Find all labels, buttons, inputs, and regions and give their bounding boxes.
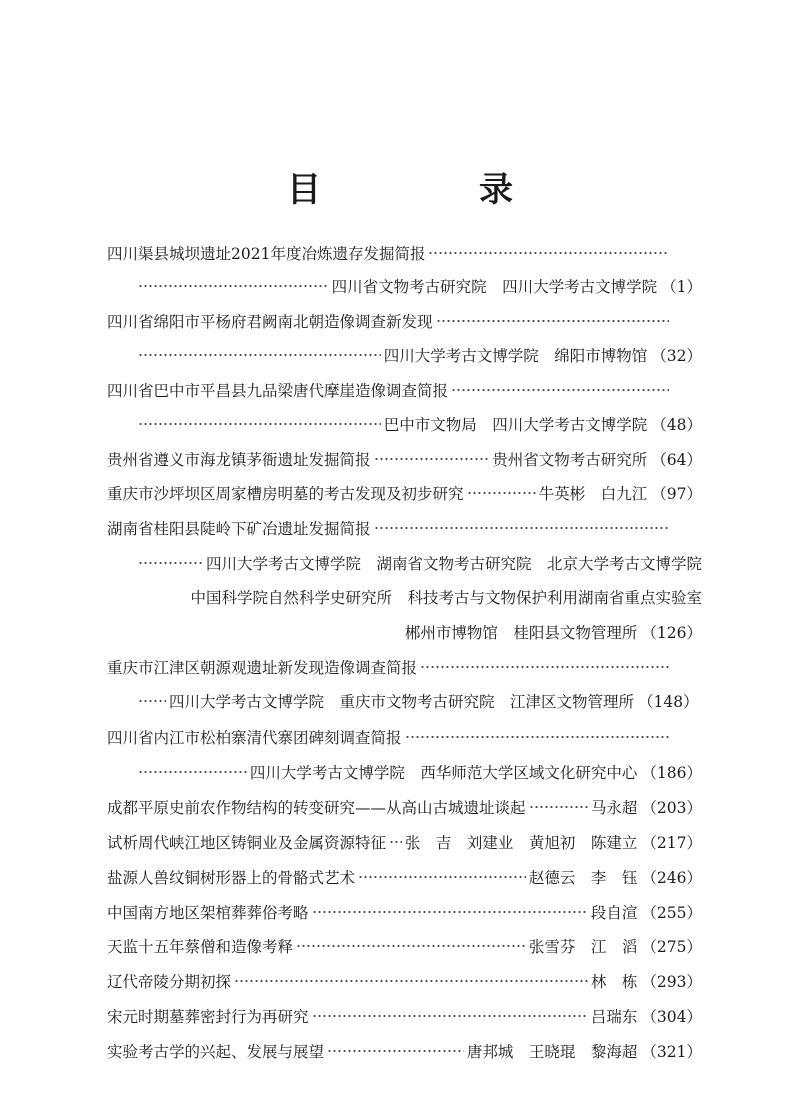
dot-leader (138, 284, 329, 288)
toc-entry-authors (138, 273, 702, 299)
toc-entry[interactable] (107, 794, 702, 820)
entry-authors: 四川大学考古文博学院 湖南省文物考古研究院 北京大学考古文博学院 (205, 555, 702, 573)
toc-entry-authors (183, 584, 702, 610)
dot-leader (138, 770, 247, 774)
entry-authors: 吕瑞东 (590, 1008, 638, 1026)
entry-title: 重庆市江津区朝源观遗址新发现造像调查简报 (107, 659, 418, 677)
dot-leader (327, 1049, 464, 1053)
entry-authors: 巴中市文物局 四川大学考古文博学院 (383, 416, 648, 434)
toc-entry[interactable] (107, 968, 702, 994)
entry-page: （64） (651, 451, 702, 469)
entry-page: （148） (638, 693, 699, 711)
dot-leader (296, 944, 526, 948)
entry-page: （126） (641, 624, 702, 642)
dot-leader (428, 251, 669, 255)
dot-leader (374, 457, 490, 461)
entry-title: 天监十五年蔡僧和造像考释 (107, 938, 294, 956)
dot-leader (138, 353, 381, 357)
entry-authors: 牛英彬 白九江 (538, 485, 648, 503)
entry-authors: 马永超 (590, 799, 638, 817)
entry-authors: 张雪芬 江 滔 (528, 938, 638, 956)
entry-title: 重庆市沙坪坝区周家槽房明墓的考古发现及初步研究 (107, 485, 464, 503)
entry-title: 四川省绵阳市平杨府君阙南北朝造像调查新发现 (107, 313, 433, 331)
entry-authors: 唐邦城 王晓琨 黎海超 (466, 1043, 638, 1061)
entry-title: 实验考古学的兴起、发展与展望 (107, 1043, 325, 1061)
entry-page: （186） (641, 764, 702, 782)
toc-entry-title[interactable] (107, 515, 672, 541)
entry-title: 盐源人兽纹铜树形器上的骨骼式艺术 (107, 869, 356, 887)
entry-title: 湖南省桂阳县陡岭下矿冶遗址发掘简报 (107, 520, 371, 538)
dot-leader (436, 319, 669, 323)
entry-authors: 四川大学考古文博学院 重庆市文物考古研究院 江津区文物管理所 (169, 693, 635, 711)
dot-leader (234, 979, 588, 983)
toc-entry-authors (183, 619, 702, 645)
entry-authors: 四川大学考古文博学院 绵阳市博物馆 (383, 347, 648, 365)
entry-page: （275） (641, 938, 702, 956)
dot-leader (312, 910, 588, 914)
toc-entry[interactable] (107, 899, 702, 925)
page-title: 目 录 (287, 170, 575, 210)
entry-title: 贵州省遵义市海龙镇茅衙遗址发掘简报 (107, 451, 371, 469)
toc-entry-authors (138, 550, 702, 576)
entry-page: （255） (641, 904, 702, 922)
toc-entry-title[interactable] (107, 308, 672, 334)
entry-title: 宋元时期墓葬密封行为再研究 (107, 1008, 309, 1026)
entry-title: 试析周代峡江地区铸铜业及金属资源特征 (107, 834, 387, 852)
dot-leader (467, 491, 536, 495)
dot-leader (312, 1014, 588, 1018)
entry-authors: 四川省文物考古研究院 四川大学考古文博学院 (331, 278, 658, 296)
dot-leader (529, 805, 588, 809)
toc-entry[interactable] (107, 933, 702, 959)
toc-entry-title[interactable] (107, 240, 672, 266)
dot-leader (138, 561, 203, 565)
entry-authors: 贵州省文物考古研究所 (492, 451, 648, 469)
dot-leader (451, 388, 669, 392)
entry-page: （246） (641, 869, 702, 887)
entry-page: （48） (651, 416, 702, 434)
dot-leader (405, 735, 669, 739)
toc-entry-authors (138, 411, 702, 437)
toc-entry-authors (138, 688, 702, 714)
entry-title: 四川省巴中市平昌县九品梁唐代摩崖造像调查简报 (107, 382, 449, 400)
entry-title: 四川渠县城坝遗址2021年度冶炼遗存发掘简报 (107, 245, 426, 263)
entry-title: 中国南方地区架棺葬葬俗考略 (107, 904, 309, 922)
toc-entry[interactable] (107, 829, 702, 855)
entry-title: 辽代帝陵分期初探 (107, 973, 232, 991)
dot-leader (358, 875, 526, 879)
entry-page: （1） (661, 278, 702, 296)
toc-entry-authors (138, 342, 702, 368)
entry-page: （217） (641, 834, 702, 852)
dot-leader (138, 699, 166, 703)
entry-authors: 段自渲 (590, 904, 638, 922)
toc-entry-authors (138, 759, 702, 785)
entry-authors: 张 吉 刘建业 黄旭初 陈建立 (404, 834, 638, 852)
toc-entry-title[interactable] (107, 724, 672, 750)
entry-page: （293） (641, 973, 702, 991)
entry-authors: 郴州市博物馆 桂阳县文物管理所 (404, 624, 638, 642)
toc-entry[interactable] (107, 864, 702, 890)
toc-entry-title[interactable] (107, 654, 672, 680)
entry-page: （203） (641, 799, 702, 817)
entry-title: 成都平原史前农作物结构的转变研究——从高山古城遗址谈起 (107, 799, 526, 817)
toc-entry[interactable] (107, 1003, 702, 1029)
entry-page: （304） (641, 1008, 702, 1026)
dot-leader (389, 840, 402, 844)
toc-entry[interactable] (107, 446, 702, 472)
dot-leader (420, 665, 669, 669)
dot-leader (138, 422, 381, 426)
entry-authors: 中国科学院自然科学史研究所 科技考古与文物保护利用湖南省重点实验室 (190, 589, 702, 607)
toc-entry-title[interactable] (107, 377, 672, 403)
toc-entry[interactable] (107, 480, 702, 506)
toc-entry[interactable] (107, 1038, 702, 1064)
entry-page: （97） (651, 485, 702, 503)
entry-title: 四川省内江市松柏寨清代寨团碑刻调查简报 (107, 729, 402, 747)
entry-page: （32） (651, 347, 702, 365)
entry-authors: 赵德云 李 钰 (528, 869, 638, 887)
dot-leader (374, 526, 669, 530)
entry-authors: 林 栋 (590, 973, 638, 991)
entry-page: （321） (641, 1043, 702, 1061)
entry-authors: 四川大学考古文博学院 西华师范大学区域文化研究中心 (249, 764, 638, 782)
